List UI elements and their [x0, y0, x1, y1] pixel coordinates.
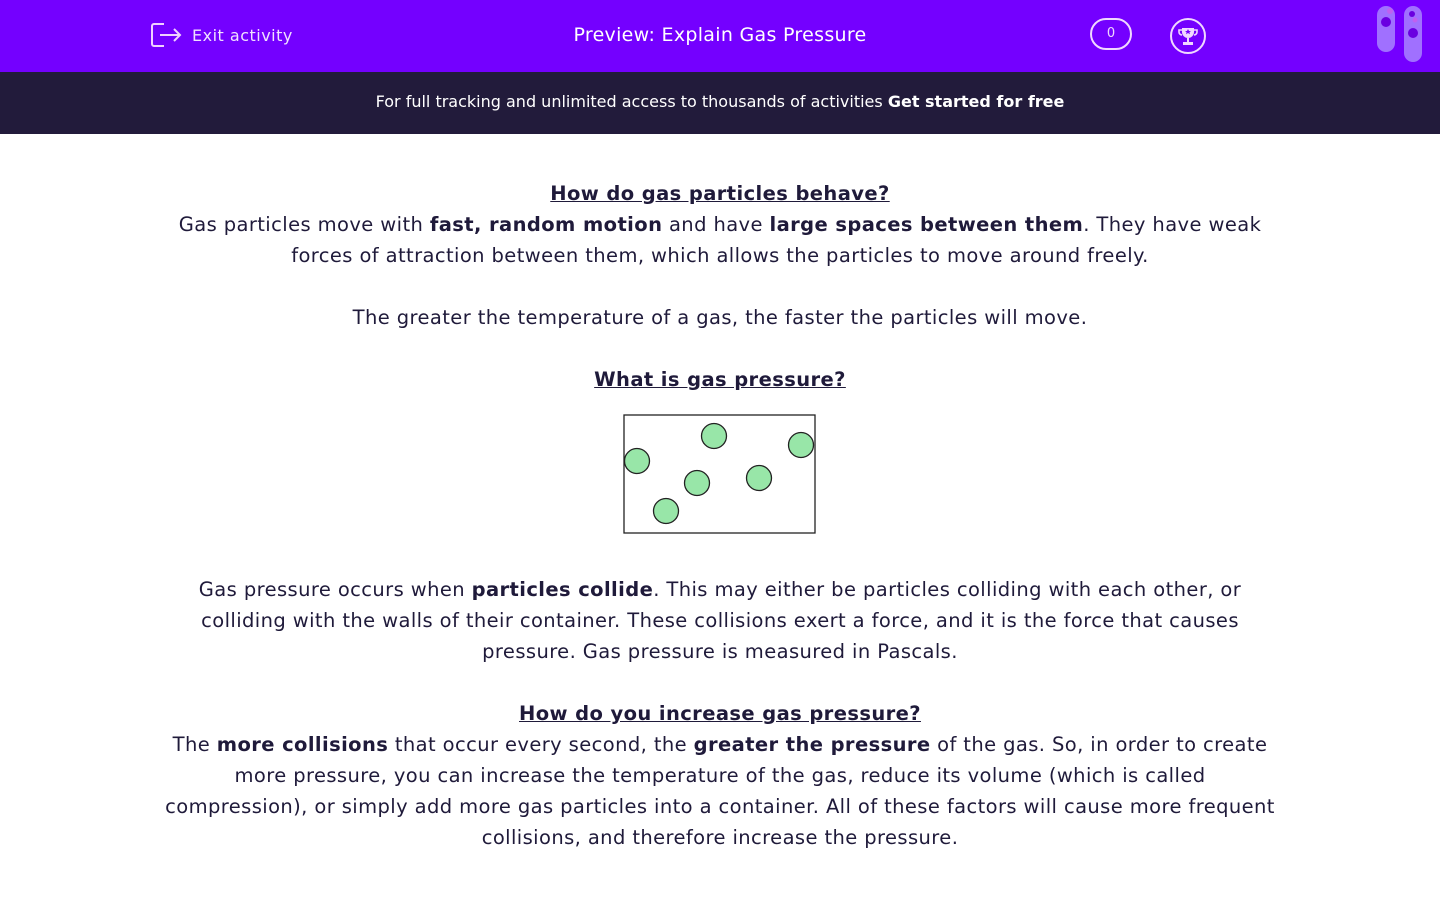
paragraph-temperature: The greater the temperature of a gas, the faster the particles will move.: [352, 306, 1088, 329]
particle: [685, 471, 710, 496]
text: Gas particles move with: [178, 213, 430, 236]
text: Gas pressure occurs when: [198, 578, 472, 601]
top-bar: [0, 0, 1440, 72]
heading-pressure: What is gas pressure?: [594, 368, 846, 391]
bold-text: fast, random motion: [429, 213, 663, 236]
text: and have: [662, 213, 770, 236]
particle: [702, 424, 727, 449]
bold-text: particles collide: [471, 578, 654, 601]
particle: [625, 449, 650, 474]
bold-text: more collisions: [216, 733, 389, 756]
text: that occur every second, the: [388, 733, 694, 756]
banner-text: For full tracking and unlimited access to thousands of activities: [375, 92, 888, 111]
text: of the gas. So, in order to create more pressure, you can increase the temperature of the gas, reduce its volume (which is called compression), or simply add more gas particles into a container. All of these factors will cause more frequent collisions, and therefore increase the pressure.: [165, 733, 1275, 849]
test-tubes-logo: [1376, 6, 1426, 64]
particle: [789, 433, 814, 458]
trophy-icon: [1177, 25, 1199, 47]
lesson-content: [160, 134, 1280, 853]
text: . This may either be particles colliding with each other, or colliding with the walls of their container. These collisions exert a force, and it is the force that causes pressure. Gas pressure is measured in Pascals.: [201, 578, 1242, 663]
exit-activity-button[interactable]: [150, 22, 293, 48]
exit-icon: [150, 22, 182, 48]
paragraph-behave: [160, 209, 1280, 271]
bold-text: large spaces between them: [769, 213, 1084, 236]
gas-particles-diagram: [623, 414, 817, 536]
text: The: [172, 733, 217, 756]
heading-behave: How do gas particles behave?: [550, 182, 890, 205]
exit-label: Exit activity: [192, 25, 293, 45]
particle: [654, 499, 679, 524]
page-title: Preview: Explain Gas Pressure: [573, 24, 867, 46]
bold-text: greater the pressure: [693, 733, 931, 756]
text: . They have weak forces of attraction between them, which allows the particles to move around freely.: [291, 213, 1262, 267]
heading-increase: How do you increase gas pressure?: [519, 702, 921, 725]
score-badge: 0: [1090, 18, 1132, 50]
paragraph-pressure: [160, 574, 1280, 667]
particle: [747, 466, 772, 491]
trophy-button[interactable]: [1170, 18, 1206, 54]
get-started-link[interactable]: Get started for free: [887, 92, 1065, 111]
paragraph-increase: [160, 729, 1280, 853]
upgrade-banner: [0, 72, 1440, 134]
